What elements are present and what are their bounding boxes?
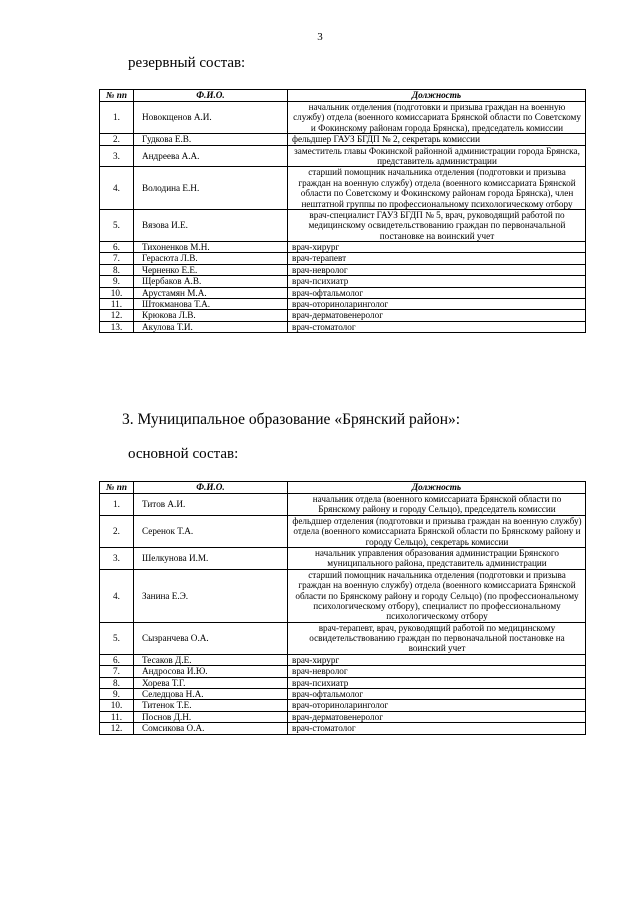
table-header-row <box>100 90 586 102</box>
table-row <box>100 102 586 134</box>
row-position: начальник отдела (военного комиссариата Брянской области по Брянскому району и городу Сельцо), председатель комиссии <box>288 494 586 516</box>
table-row <box>100 299 586 310</box>
table-row <box>100 666 586 677</box>
table-row <box>100 700 586 711</box>
row-fio: Титов А.И. <box>134 494 288 516</box>
main-composition-table <box>99 481 586 735</box>
row-position: врач-стоматолог <box>288 723 586 734</box>
column-header-fio: Ф.И.О. <box>134 90 288 102</box>
row-number: 2. <box>100 134 134 145</box>
row-number: 11. <box>100 711 134 722</box>
row-number: 1. <box>100 494 134 516</box>
row-number: 2. <box>100 515 134 547</box>
row-fio: Тихоненков М.Н. <box>134 242 288 253</box>
column-header-num: № пп <box>100 90 134 102</box>
row-fio: Штокманова Т.А. <box>134 299 288 310</box>
row-fio: Занина Е.Э. <box>134 569 288 622</box>
row-position: врач-невролог <box>288 666 586 677</box>
row-position: начальник управления образования администрации Брянского муниципального района, представитель администрации <box>288 547 586 569</box>
row-position: врач-стоматолог <box>288 321 586 332</box>
row-number: 5. <box>100 622 134 654</box>
row-fio: Хорева Т.Г. <box>134 677 288 688</box>
row-position: врач-офтальмолог <box>288 689 586 700</box>
page-number: 3 <box>317 31 323 43</box>
table-row <box>100 494 586 516</box>
row-number: 11. <box>100 299 134 310</box>
row-number: 10. <box>100 700 134 711</box>
table-row <box>100 622 586 654</box>
row-fio: Сомсикова О.А. <box>134 723 288 734</box>
row-number: 7. <box>100 666 134 677</box>
column-header-fio: Ф.И.О. <box>134 482 288 494</box>
table-row <box>100 654 586 665</box>
row-position: врач-хирург <box>288 654 586 665</box>
row-fio: Арустамян М.А. <box>134 287 288 298</box>
table-row <box>100 547 586 569</box>
table-row <box>100 569 586 622</box>
table-row <box>100 677 586 688</box>
row-position: начальник отделения (подготовки и призыва граждан на военную службу) отдела (военного комиссариата Брянской области по Советскому и Фокинскому районам города Брянска), председатель комиссии <box>288 102 586 134</box>
row-number: 7. <box>100 253 134 264</box>
row-position: старший помощник начальника отделения (подготовки и призыва граждан на военную службу) отдела (военного комиссариата Брянской области по Брянскому району и городу Сельцо) (по профессиональному психологическому отбору), специалист по профессиональному психологическому отбору <box>288 569 586 622</box>
row-number: 12. <box>100 310 134 321</box>
main-composition-heading: основной состав: <box>128 446 239 462</box>
table-row <box>100 321 586 332</box>
row-fio: Володина Е.Н. <box>134 167 288 210</box>
row-fio: Черненко Е.Е. <box>134 264 288 275</box>
row-number: 1. <box>100 102 134 134</box>
column-header-position: Должность <box>288 90 586 102</box>
row-position: врач-оториноларинголог <box>288 700 586 711</box>
row-position: врач-психиатр <box>288 677 586 688</box>
row-number: 9. <box>100 689 134 700</box>
table-row <box>100 515 586 547</box>
row-position: врач-дерматовенеролог <box>288 711 586 722</box>
row-fio: Новокщенов А.И. <box>134 102 288 134</box>
column-header-position: Должность <box>288 482 586 494</box>
row-fio: Шелкунова И.М. <box>134 547 288 569</box>
row-fio: Титенок Т.Е. <box>134 700 288 711</box>
row-fio: Сызранчева О.А. <box>134 622 288 654</box>
table-row <box>100 310 586 321</box>
row-position: врач-офтальмолог <box>288 287 586 298</box>
table-row <box>100 253 586 264</box>
row-position: врач-хирург <box>288 242 586 253</box>
table-row <box>100 134 586 145</box>
table-row <box>100 209 586 241</box>
row-number: 3. <box>100 547 134 569</box>
column-header-num: № пп <box>100 482 134 494</box>
row-number: 9. <box>100 276 134 287</box>
table-row <box>100 167 586 210</box>
row-number: 8. <box>100 677 134 688</box>
row-position: врач-специалист ГАУЗ БГДП № 5, врач, руководящий работой по медицинскому освидетельствованию граждан по первоначальной постановке на воинский учет <box>288 209 586 241</box>
row-position: врач-невролог <box>288 264 586 275</box>
row-position: врач-оториноларинголог <box>288 299 586 310</box>
reserve-table-body <box>100 102 586 333</box>
row-fio: Крюкова Л.В. <box>134 310 288 321</box>
table-row <box>100 264 586 275</box>
row-number: 3. <box>100 145 134 167</box>
row-number: 12. <box>100 723 134 734</box>
row-number: 4. <box>100 569 134 622</box>
table-row <box>100 145 586 167</box>
row-number: 13. <box>100 321 134 332</box>
row-position: врач-дерматовенеролог <box>288 310 586 321</box>
row-number: 6. <box>100 654 134 665</box>
row-fio: Гудкова Е.В. <box>134 134 288 145</box>
reserve-composition-heading: резервный состав: <box>128 55 246 71</box>
table-row <box>100 276 586 287</box>
row-position: врач-психиатр <box>288 276 586 287</box>
row-number: 6. <box>100 242 134 253</box>
row-number: 4. <box>100 167 134 210</box>
row-fio: Тесаков Д.Е. <box>134 654 288 665</box>
table-row <box>100 287 586 298</box>
row-fio: Щербаков А.В. <box>134 276 288 287</box>
row-position: фельдшер отделения (подготовки и призыва граждан на военную службу) отдела (военного комиссариата Брянской области по Брянскому району и городу Сельцо), секретарь комиссии <box>288 515 586 547</box>
row-fio: Андреева А.А. <box>134 145 288 167</box>
row-fio: Герасюта Л.В. <box>134 253 288 264</box>
row-fio: Селедцова Н.А. <box>134 689 288 700</box>
table-header-row <box>100 482 586 494</box>
row-position: врач-терапевт <box>288 253 586 264</box>
row-position: старший помощник начальника отделения (подготовки и призыва граждан на военную службу) отдела (военного комиссариата Брянской области по Советскому и Фокинскому районам города Брянска), член нештатной группы по профессиональному психологическому отбору <box>288 167 586 210</box>
table-row <box>100 689 586 700</box>
table-row <box>100 723 586 734</box>
row-fio: Серенок Т.А. <box>134 515 288 547</box>
row-position: заместитель главы Фокинской районной администрации города Брянска, представитель администрации <box>288 145 586 167</box>
row-fio: Андросова И.Ю. <box>134 666 288 677</box>
row-position: фельдшер ГАУЗ БГДП № 2, секретарь комиссии <box>288 134 586 145</box>
table-row <box>100 242 586 253</box>
table-row <box>100 711 586 722</box>
row-position: врач-терапевт, врач, руководящий работой по медицинскому освидетельствованию граждан по первоначальной постановке на воинский учет <box>288 622 586 654</box>
main-table-body <box>100 494 586 735</box>
row-number: 10. <box>100 287 134 298</box>
row-fio: Акулова Т.И. <box>134 321 288 332</box>
row-fio: Поснов Д.Н. <box>134 711 288 722</box>
row-number: 5. <box>100 209 134 241</box>
reserve-composition-table <box>99 89 586 333</box>
municipality-heading: 3. Муниципальное образование «Брянский район»: <box>122 411 461 428</box>
row-number: 8. <box>100 264 134 275</box>
row-fio: Вязова И.Е. <box>134 209 288 241</box>
